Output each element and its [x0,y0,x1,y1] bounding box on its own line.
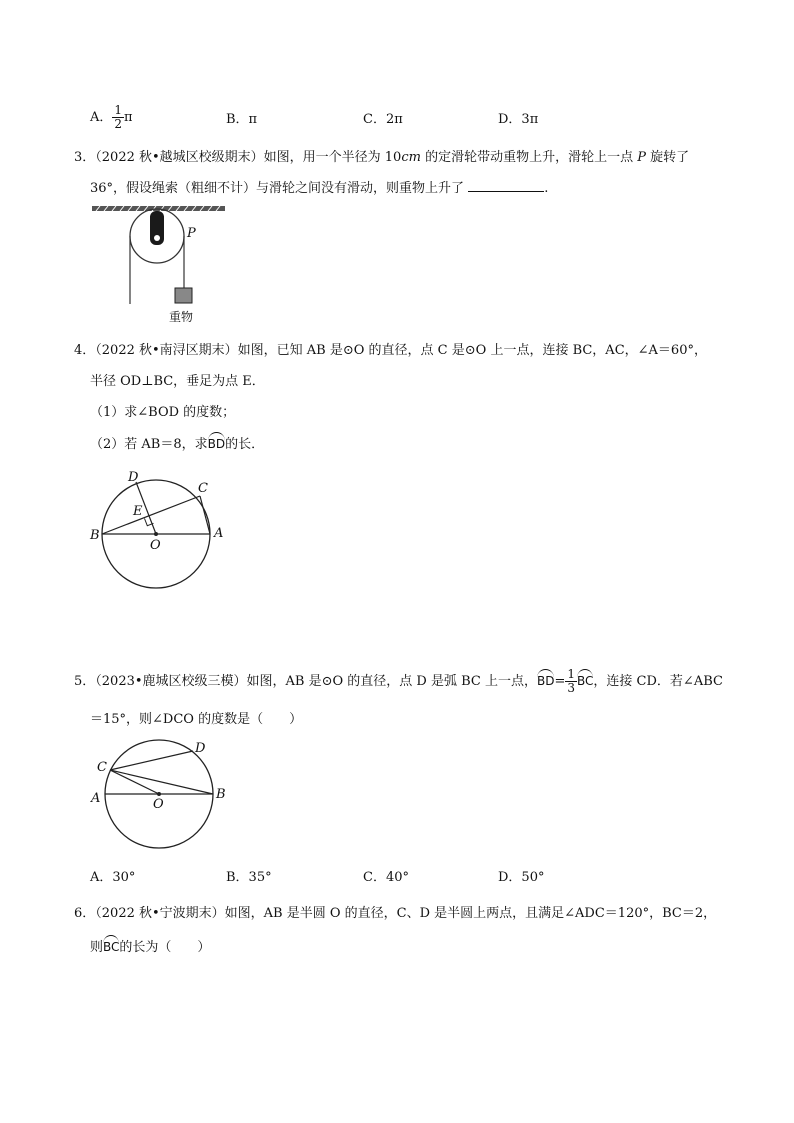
fraction: $\frac{1}{2}$ [114,103,123,131]
arc-bd: BD [537,669,554,688]
weight-label: 重物 [169,310,194,324]
pulley-figure [90,200,230,328]
label-b: B [216,787,226,802]
axle [154,235,160,241]
q4-part1: （1）求∠BOD 的度数； [90,405,236,420]
q4-line2: 半径 OD⊥BC，垂足为点 E． [90,374,265,389]
point-p-label: P [187,226,196,241]
label-o: O [153,797,164,812]
q4-part2: （2）若 AB＝8，求BD的长． [90,432,264,452]
q5-option-c: C．40° [363,870,409,885]
fraction: $\frac{1}{3}$ [567,667,576,695]
segment-bc [102,496,200,534]
q2-option-d: D．3π [498,112,539,127]
center-dot [157,792,161,796]
label-o: O [150,538,161,553]
segment-co [110,770,159,794]
q5-option-d: D．50° [498,870,545,885]
q2-option-b: B．π [226,112,258,127]
q2-option-c: C．2π [363,112,403,127]
arc-bd: BD [208,432,225,451]
label-e: E [133,504,143,519]
label-a: A [214,526,224,541]
q5-option-a: A．30° [90,870,136,885]
q5-line1: 5．（2023•鹿城区校级三模）如图，AB 是⊙O 的直径，点 D 是弧 BC 上一点，BD= $\frac{1}{3}$ BC，连接 CD．若∠ABC [74,667,723,695]
label-d: D [195,741,206,756]
arc-bc: BC [577,669,593,688]
q6-line2: 则BC的长为（ ） [90,935,210,955]
center-dot [154,532,158,536]
answer-blank[interactable] [468,179,544,192]
segment-ca [200,496,210,534]
q4-circle-figure [88,468,238,598]
label-b: B [90,528,100,543]
label-c: C [97,760,107,775]
weight-block [175,288,192,303]
q4-line1: 4．（2022 秋•南浔区期末）如图，已知 AB 是⊙O 的直径，点 C 是⊙O 上一点，连接 BC，AC，∠A＝60°， [74,343,707,358]
q2-option-a: A． $\frac{1}{2}$ π [90,103,133,131]
q5-circle-figure [88,738,238,856]
arc-bc: BC [103,935,119,954]
q6-line1: 6．（2022 秋•宁波期末）如图，AB 是半圆 O 的直径，C、D 是半圆上两点，且满足∠ADC＝120°，BC＝2， [74,906,717,921]
q3-line1: 3．（2022 秋•越城区校级期末）如图，用一个半径为 10cm 的定滑轮带动重物上升，滑轮上一点 P 旋转了 [74,150,690,165]
label-c: C [198,481,208,496]
segment-cb [110,770,213,794]
q5-option-b: B．35° [226,870,272,885]
label-a: A [91,791,101,806]
label-d: D [128,470,139,485]
q5-line2: ＝15°，则∠DCO 的度数是（ ） [90,712,303,727]
q3-line2: 36°，假设绳索（粗细不计）与滑轮之间没有滑动，则重物上升了 . [90,181,549,196]
